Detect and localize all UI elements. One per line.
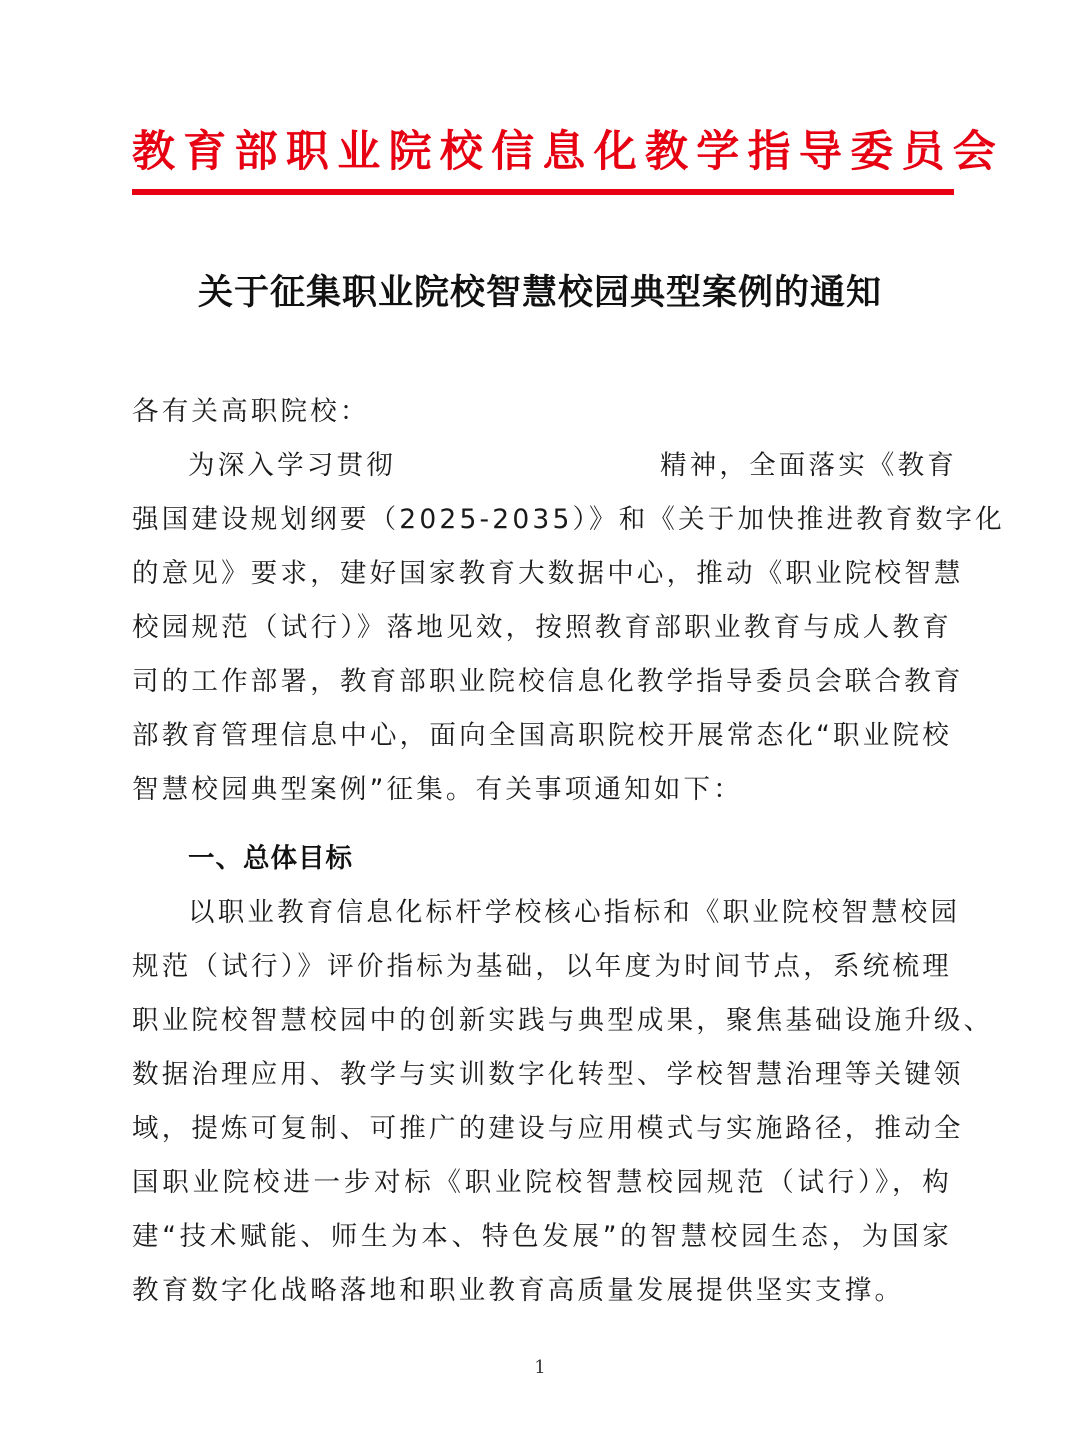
section1-line: 域，提炼可复制、可推广的建设与应用模式与实施路径，推动全 bbox=[132, 1113, 964, 1144]
page-number: 1 bbox=[534, 1357, 546, 1378]
salutation: 各有关高职院校： bbox=[132, 396, 370, 427]
paragraph1-line1-start: 为深入学习贯彻 bbox=[188, 450, 396, 481]
paragraph1-line: 部教育管理信息中心，面向全国高职院校开展常态化“职业院校 bbox=[132, 720, 952, 751]
paragraph1-line: 的意见》要求，建好国家教育大数据中心，推动《职业院校智慧 bbox=[132, 558, 964, 589]
section1-line: 规范（试行）》评价指标为基础，以年度为时间节点，系统梳理 bbox=[132, 951, 952, 982]
section1-line: 国职业院校进一步对标《职业院校智慧校园规范（试行）》，构 bbox=[132, 1167, 952, 1198]
organization-header: 教育部职业院校信息化教学指导委员会 bbox=[132, 127, 1005, 177]
section1-line: 教育数字化战略落地和职业教育高质量发展提供坚实支撑。 bbox=[132, 1275, 905, 1306]
paragraph1-line: 强国建设规划纲要（2025-2035）》和《关于加快推进教育数字化 bbox=[132, 504, 1005, 535]
section1-line: 数据治理应用、教学与实训数字化转型、学校智慧治理等关键领 bbox=[132, 1059, 964, 1090]
section1-line: 职业院校智慧校园中的创新实践与典型成果，聚焦基础设施升级、 bbox=[132, 1005, 994, 1036]
paragraph1-line: 智慧校园典型案例”征集。有关事项通知如下： bbox=[132, 774, 743, 805]
section1-heading: 一、总体目标 bbox=[188, 843, 353, 874]
header-red-rule bbox=[132, 189, 954, 195]
section1-line: 建“技术赋能、师生为本、特色发展”的智慧校园生态，为国家 bbox=[132, 1221, 952, 1252]
document-title: 关于征集职业院校智慧校园典型案例的通知 bbox=[197, 272, 882, 313]
section1-line: 以职业教育信息化标杆学校核心指标和《职业院校智慧校园 bbox=[188, 897, 961, 928]
paragraph1-line1-end: 精神，全面落实《教育 bbox=[660, 450, 957, 481]
paragraph1-line: 司的工作部署，教育部职业院校信息化教学指导委员会联合教育 bbox=[132, 666, 964, 697]
paragraph1-line: 校园规范（试行）》落地见效，按照教育部职业教育与成人教育 bbox=[132, 612, 952, 643]
